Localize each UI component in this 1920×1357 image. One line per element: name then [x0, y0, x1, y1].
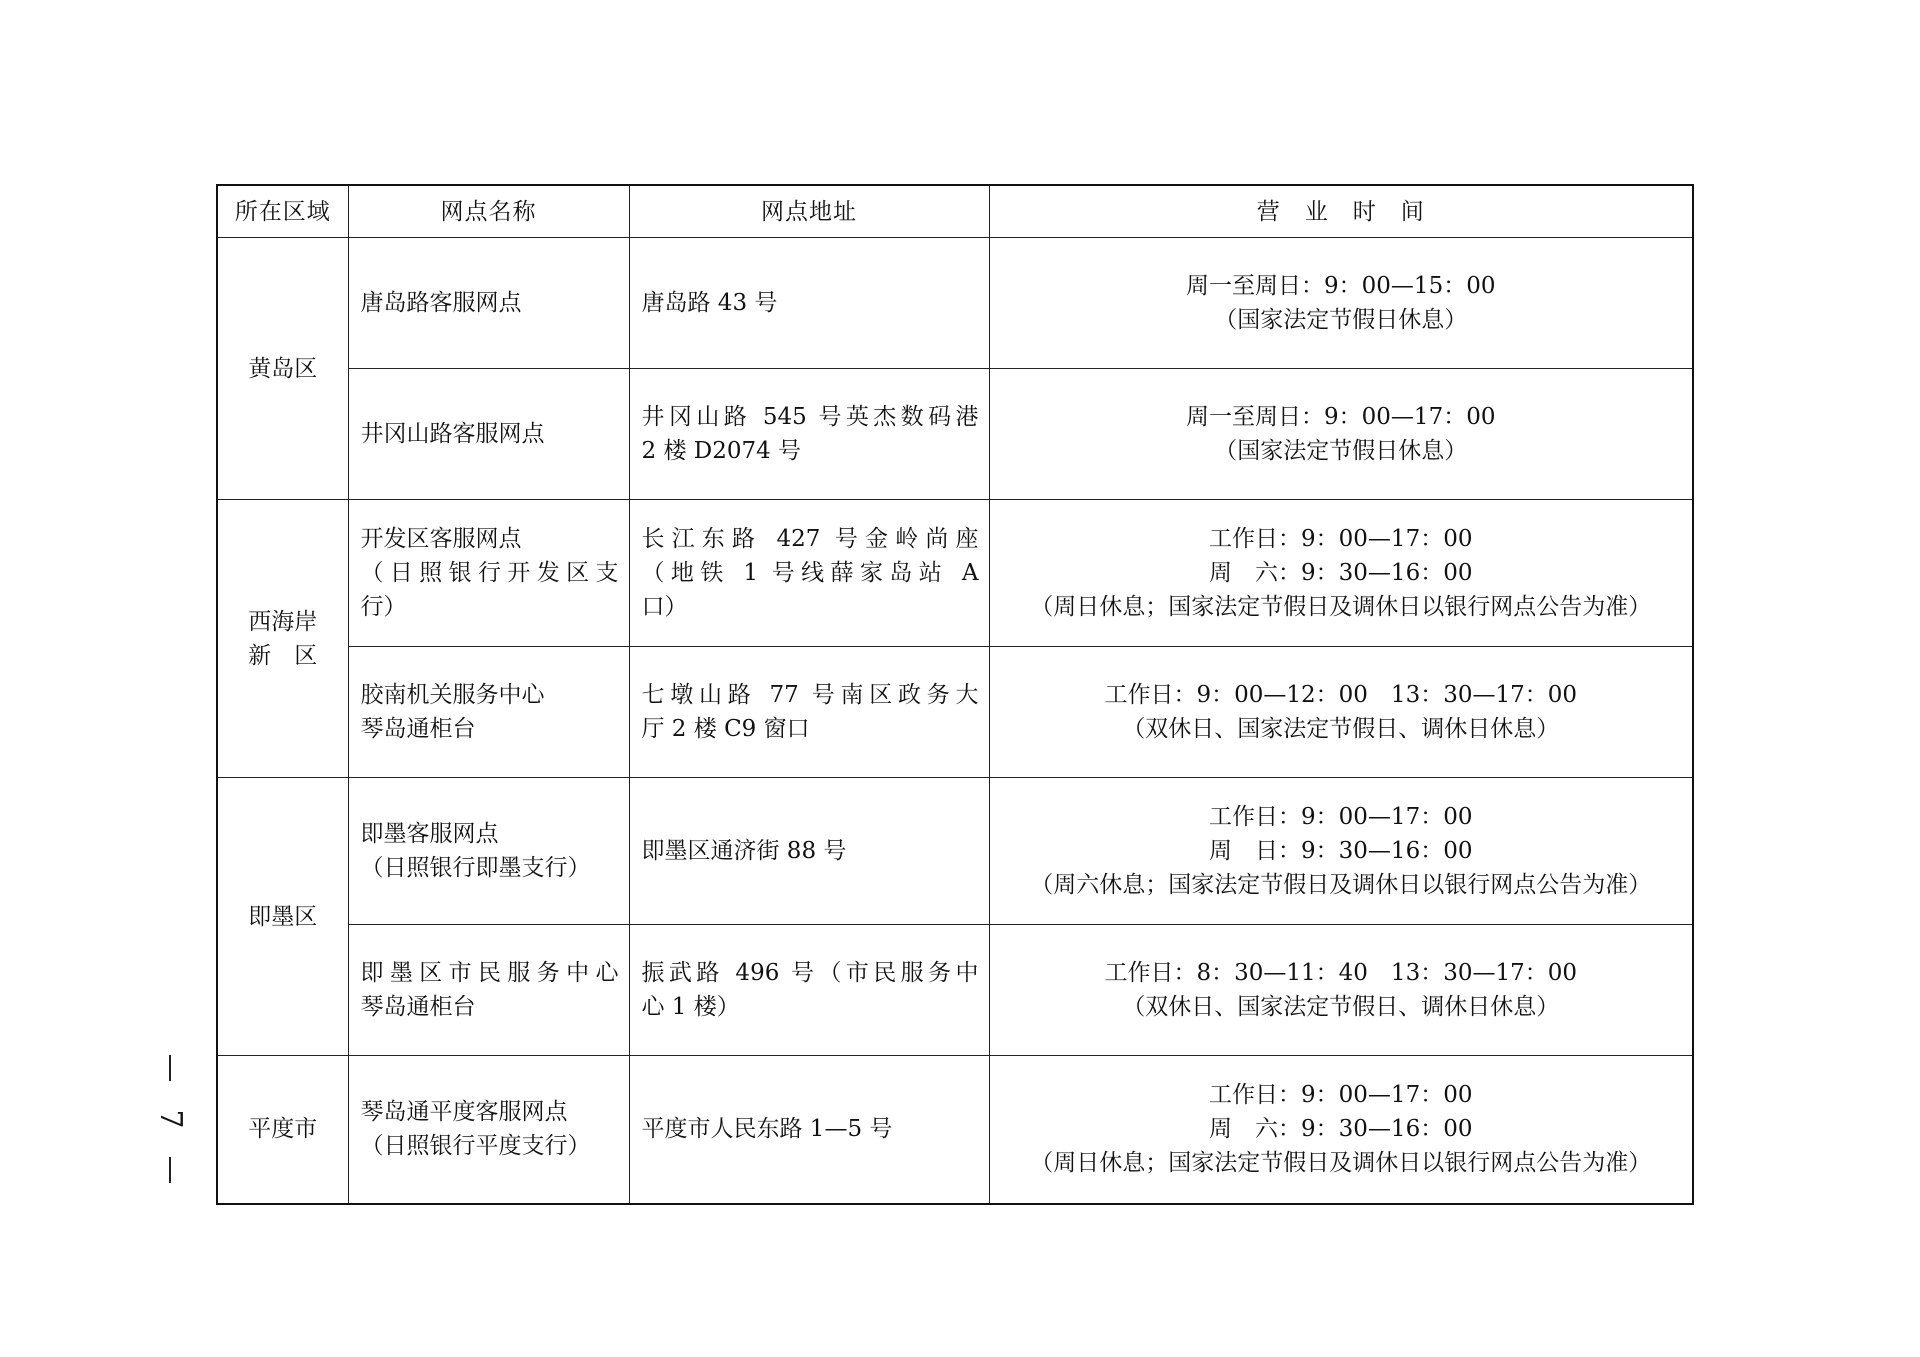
header-region: 所在区域 [217, 185, 348, 238]
table-row [217, 1056, 1693, 1204]
outlet-address-cell: 井冈山路 545 号英杰数码港 2 楼 D2074 号 [629, 369, 989, 500]
page-number-text: 7 [153, 1109, 188, 1129]
outlet-name-cell: 胶南机关服务中心 琴岛通柜台 [348, 647, 629, 778]
outlet-address-cell: 即墨区通济街 88 号 [629, 778, 989, 925]
business-hours-cell: 工作日：9：00—17：00 周 六：9：30—16：00 （周日休息；国家法定节假日及调休日以银行网点公告为准） [989, 500, 1693, 647]
business-hours-cell: 工作日：9：00—17：00 周 日：9：30—16：00 （周六休息；国家法定节假日及调休日以银行网点公告为准） [989, 778, 1693, 925]
outlet-name-cell: 琴岛通平度客服网点 （日照银行平度支行） [348, 1056, 629, 1204]
page-number [150, 1055, 190, 1185]
header-outlet-address: 网点地址 [629, 185, 989, 238]
outlet-name-cell: 开发区客服网点 （日照银行开发区支 行） [348, 500, 629, 647]
business-hours-cell: 工作日：9：00—12：00 13：30—17：00 （双休日、国家法定节假日、调休日休息） [989, 647, 1693, 778]
business-hours-cell: 周一至周日：9：00—15：00 （国家法定节假日休息） [989, 238, 1693, 369]
outlet-name-cell: 唐岛路客服网点 [348, 238, 629, 369]
table-row [217, 500, 1693, 647]
region-cell-west-coast: 西海岸 新 区 [217, 500, 348, 778]
page-number-dash-top [169, 1055, 171, 1081]
outlet-name-cell: 即墨客服网点 （日照银行即墨支行） [348, 778, 629, 925]
region-cell-jimo: 即墨区 [217, 778, 348, 1056]
service-outlet-table-page [216, 184, 1692, 1205]
table-row [217, 778, 1693, 925]
outlet-address-cell: 七墩山路 77 号南区政务大 厅 2 楼 C9 窗口 [629, 647, 989, 778]
header-business-hours: 营 业 时 间 [989, 185, 1693, 238]
table-row [217, 647, 1693, 778]
page-number-dash-bottom [169, 1157, 171, 1183]
table-row [217, 925, 1693, 1056]
header-outlet-name: 网点名称 [348, 185, 629, 238]
region-cell-pingdu: 平度市 [217, 1056, 348, 1204]
outlet-address-cell: 唐岛路 43 号 [629, 238, 989, 369]
service-outlet-table [216, 184, 1694, 1205]
table-header-row [217, 185, 1693, 238]
outlet-address-cell: 振武路 496 号（市民服务中 心 1 楼） [629, 925, 989, 1056]
outlet-name-cell: 即墨区市民服务中心 琴岛通柜台 [348, 925, 629, 1056]
outlet-name-cell: 井冈山路客服网点 [348, 369, 629, 500]
business-hours-cell: 工作日：9：00—17：00 周 六：9：30—16：00 （周日休息；国家法定节假日及调休日以银行网点公告为准） [989, 1056, 1693, 1204]
table-row [217, 238, 1693, 369]
table-row [217, 369, 1693, 500]
outlet-address-cell: 长江东路 427 号金岭尚座 （地铁 1 号线薛家岛站 A 口） [629, 500, 989, 647]
business-hours-cell: 工作日：8：30—11：40 13：30—17：00 （双休日、国家法定节假日、调休日休息） [989, 925, 1693, 1056]
business-hours-cell: 周一至周日：9：00—17：00 （国家法定节假日休息） [989, 369, 1693, 500]
region-cell-huangdao: 黄岛区 [217, 238, 348, 500]
outlet-address-cell: 平度市人民东路 1—5 号 [629, 1056, 989, 1204]
